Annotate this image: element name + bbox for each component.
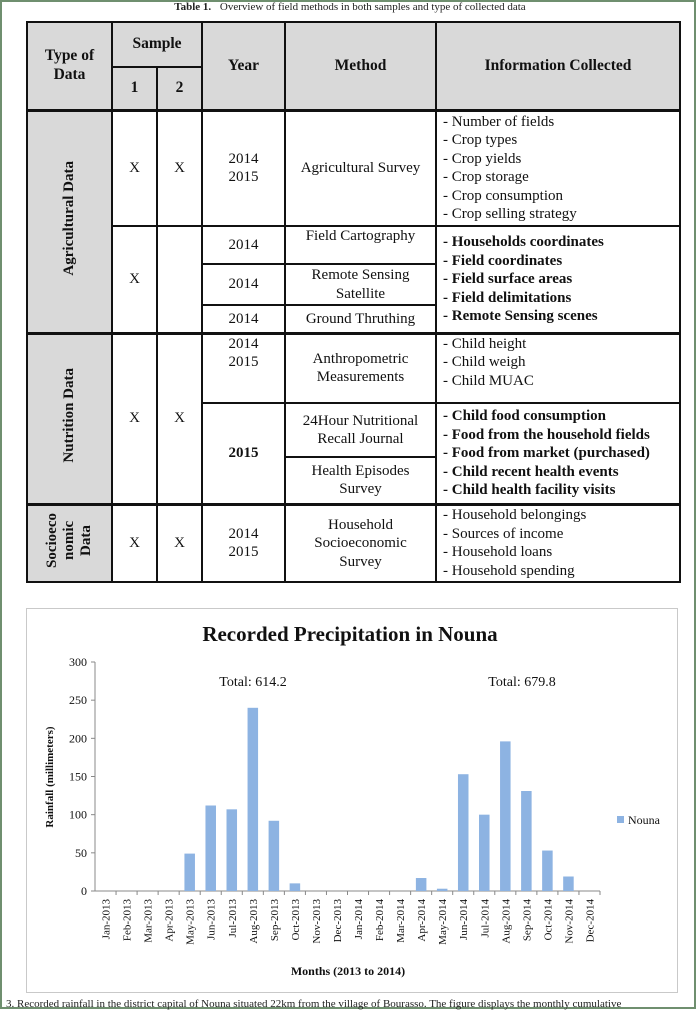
x-tick-label: Aug-2013 xyxy=(247,899,260,944)
header-sample: Sample xyxy=(112,22,202,67)
legend-swatch xyxy=(617,816,624,823)
x-tick-label: Dec-2014 xyxy=(584,899,597,943)
method-remote-sensing: Remote Sensing Satellite xyxy=(285,264,436,305)
year-cell: 2014 2015 xyxy=(202,110,285,226)
chart-bar xyxy=(500,741,511,891)
x-tick-label: Jan-2014 xyxy=(353,899,366,940)
chart-bar xyxy=(269,821,280,891)
x-tick-label: Jun-2014 xyxy=(458,899,471,940)
chart-bar xyxy=(290,883,301,891)
info-anthropometric: - Child height - Child weigh - Child MUAC xyxy=(436,333,680,403)
x-tick-label: May-2014 xyxy=(437,899,450,945)
y-tick-label: 200 xyxy=(69,731,87,746)
header-information-collected: Information Collected xyxy=(436,22,680,110)
sample-2-mark: X xyxy=(157,110,202,226)
chart-annotation: Total: 679.8 xyxy=(488,675,556,690)
chart-bar xyxy=(205,806,216,891)
category-agricultural: Agricultural Data xyxy=(27,110,112,333)
chart-title: Recorded Precipitation in Nouna xyxy=(202,622,498,646)
y-tick-label: 50 xyxy=(75,845,87,860)
x-axis-title: Months (2013 to 2014) xyxy=(290,964,406,978)
year-cell: 2014 2015 xyxy=(202,504,285,582)
sample-1-mark: X xyxy=(112,110,157,226)
year-cell: 2014 xyxy=(202,305,285,333)
legend-label: Nouna xyxy=(628,813,660,827)
y-tick-label: 150 xyxy=(69,769,87,784)
x-tick-label: Apr-2013 xyxy=(163,899,176,942)
chart-bar xyxy=(542,851,553,891)
x-tick-label: Nov-2014 xyxy=(563,899,576,944)
x-tick-label: Oct-2013 xyxy=(289,899,302,941)
x-tick-label: Sep-2013 xyxy=(268,899,281,942)
y-tick-label: 300 xyxy=(69,655,87,669)
x-tick-label: Sep-2014 xyxy=(521,899,534,942)
method-agricultural-survey: Agricultural Survey xyxy=(285,110,436,226)
info-food-health: - Child food consumption - Food from the household fields - Food from market (purchased) - Child recent health events - Child health facility visits xyxy=(436,403,680,504)
x-tick-label: Apr-2014 xyxy=(416,899,429,942)
chart-bar xyxy=(479,815,490,891)
header-sample-2: 2 xyxy=(157,67,202,110)
category-nutrition: Nutrition Data xyxy=(27,333,112,504)
x-tick-label: Oct-2014 xyxy=(542,899,555,941)
sample-2-mark: X xyxy=(157,504,202,582)
sample-1-mark: X xyxy=(112,226,157,333)
chart-bar xyxy=(184,854,195,891)
chart-bar xyxy=(521,791,532,891)
table-caption-label: Table 1. xyxy=(174,1,212,13)
year-cell: 2015 xyxy=(202,403,285,504)
x-tick-label: Jul-2014 xyxy=(479,899,492,938)
chart-bar xyxy=(248,708,259,891)
chart-bar xyxy=(563,876,574,891)
info-agricultural-survey: - Number of fields - Crop types - Crop yields - Crop storage - Crop consumption - Crop selling strategy xyxy=(436,110,680,226)
x-tick-label: Mar-2014 xyxy=(395,899,408,943)
table-caption-text: Overview of field methods in both samples and type of collected data xyxy=(219,1,526,13)
year-cell: 2014 2015 xyxy=(202,333,285,403)
info-cartography: - Households coordinates - Field coordinates - Field surface areas - Field delimitations - Remote Sensing scenes xyxy=(436,226,680,333)
y-tick-label: 250 xyxy=(69,693,87,708)
year-cell: 2014 xyxy=(202,264,285,305)
header-year: Year xyxy=(202,22,285,110)
x-tick-label: Aug-2014 xyxy=(500,899,513,944)
sample-1-mark: X xyxy=(112,333,157,504)
figure-caption: 3. Recorded rainfall in the district capital of Nouna situated 22km from the village of Bourasso. The figure displays the monthly cumulative xyxy=(6,998,622,1010)
category-socioeconomic: Socioeco nomic Data xyxy=(27,504,112,582)
chart-bar xyxy=(458,774,469,891)
x-tick-label: Feb-2014 xyxy=(374,899,387,942)
x-tick-label: Feb-2013 xyxy=(121,899,134,942)
sample-1-mark: X xyxy=(112,504,157,582)
sample-2-mark: X xyxy=(157,333,202,504)
chart-bar xyxy=(227,809,238,891)
y-axis-title: Rainfall (millimeters) xyxy=(44,726,56,828)
x-tick-label: Jul-2013 xyxy=(226,899,239,938)
chart-annotation: Total: 614.2 xyxy=(219,675,287,690)
y-tick-label: 100 xyxy=(69,807,87,822)
method-24hour-recall: 24Hour Nutritional Recall Journal xyxy=(285,403,436,457)
method-ground-truthing: Ground Thruthing xyxy=(285,305,436,333)
header-type-of-data: Type of Data xyxy=(27,22,112,110)
method-health-episodes: Health Episodes Survey xyxy=(285,457,436,504)
y-tick-label: 0 xyxy=(81,884,87,898)
chart-bar xyxy=(437,889,448,891)
year-cell: 2014 xyxy=(202,226,285,264)
header-method: Method xyxy=(285,22,436,110)
header-sample-1: 1 xyxy=(112,67,157,110)
method-household-survey: Household Socioeconomic Survey xyxy=(285,504,436,582)
x-tick-label: May-2013 xyxy=(184,899,197,945)
info-socioeconomic: - Household belongings - Sources of income - Household loans - Household spending xyxy=(436,504,680,582)
x-tick-label: Jun-2013 xyxy=(205,899,218,940)
method-anthropometric: Anthropometric Measurements xyxy=(285,333,436,403)
x-tick-label: Dec-2013 xyxy=(331,899,344,943)
method-field-cartography: Field Cartography xyxy=(285,226,436,264)
x-tick-label: Jan-2013 xyxy=(100,899,113,940)
x-tick-label: Nov-2013 xyxy=(310,899,323,944)
chart-bar xyxy=(416,878,427,891)
x-tick-label: Mar-2013 xyxy=(142,899,155,943)
